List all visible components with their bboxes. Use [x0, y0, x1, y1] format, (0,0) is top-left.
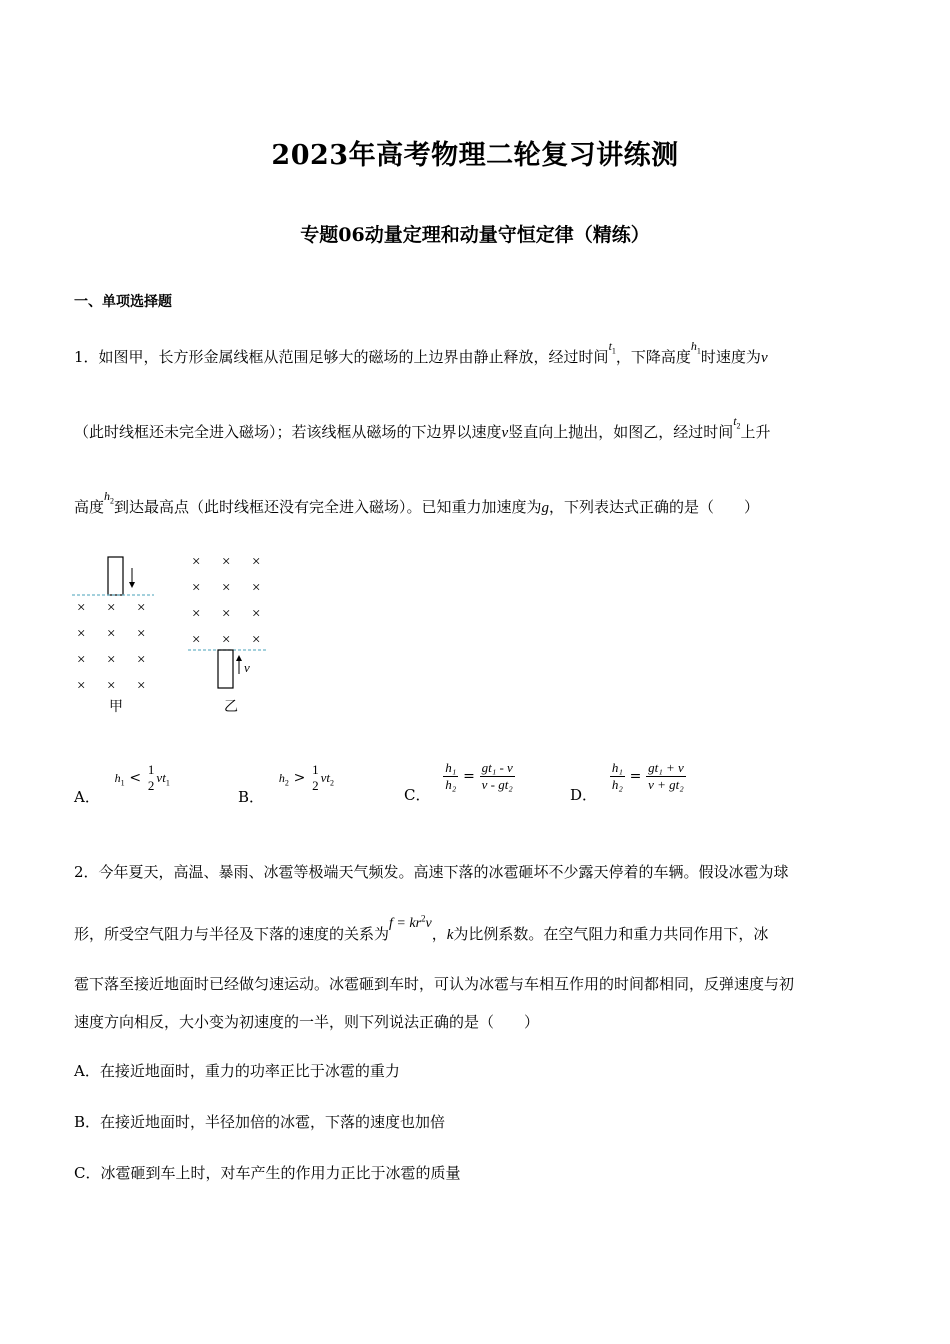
- label-yi: 乙: [224, 700, 238, 715]
- field-cross-icon: ×: [107, 678, 116, 694]
- q1-option-a[interactable]: A． $h_1$ < 1 2 $vt_1$: [74, 762, 170, 806]
- fraction-rhs-c: $\frac{\text{gt₁ - v}}{\text{v - gt₂}}$: [481, 760, 513, 792]
- field-cross-icon: ×: [252, 606, 261, 622]
- field-cross-icon: ×: [192, 632, 201, 648]
- q1-text: 上升: [740, 423, 771, 441]
- field-crosses-yi: [192, 554, 260, 648]
- field-cross-icon: ×: [222, 554, 231, 570]
- field-cross-icon: ×: [77, 600, 86, 616]
- q2-line1: 2．今年夏天，高温、暴雨、冰雹等极端天气频发。高速下落的冰雹砸坏不少露天停着的车辆。假设冰雹为球: [74, 863, 789, 881]
- q1-line3: [74, 489, 760, 517]
- symbol-h2: h2: [104, 489, 115, 506]
- symbol-t2: t2: [733, 414, 741, 431]
- q1-figure: [66, 548, 286, 718]
- q2-option-c[interactable]: C．冰雹砸到车上时，对车产生的作用力正比于冰雹的质量: [74, 1164, 461, 1182]
- symbol-v: v: [760, 350, 768, 366]
- page-subtitle: 专题06动量定理和动量守恒定律（精练）: [300, 224, 650, 246]
- field-cross-icon: ×: [222, 632, 231, 648]
- q2-line3: 雹下落至接近地面时已经做匀速运动。冰雹砸到车时，可认为冰雹与车相互作用的时间都相同，反弹速度与初: [74, 975, 795, 993]
- q1-text: （此时线框还未完全进入磁场）；若该线框从磁场的下边界以速度: [74, 423, 502, 441]
- field-cross-icon: ×: [137, 600, 146, 616]
- field-cross-icon: ×: [137, 652, 146, 668]
- field-cross-icon: ×: [192, 606, 201, 622]
- fraction-half: 1 2: [147, 762, 155, 793]
- q1-line1: [74, 339, 768, 367]
- section-heading: 一、单项选择题: [74, 294, 172, 310]
- wire-frame-yi: [218, 650, 233, 688]
- label-v: v: [244, 660, 250, 675]
- label-jia: 甲: [109, 700, 123, 715]
- q1-option-c[interactable]: C． $\frac{\text{h₁}}{\text{h₂}}$ = $\frac{\text{gt₁ - v}}{\text{v - gt₂}}$: [404, 760, 513, 804]
- field-cross-icon: ×: [107, 626, 116, 642]
- symbol-t1: t1: [608, 339, 616, 356]
- q1-text: 时速度为: [700, 348, 761, 366]
- q1-line2: [74, 414, 771, 442]
- field-cross-icon: ×: [192, 554, 201, 570]
- page-title: 2023年高考物理二轮复习讲练测: [271, 140, 679, 171]
- field-cross-icon: ×: [137, 678, 146, 694]
- field-cross-icon: ×: [77, 652, 86, 668]
- q1-text: 高度: [74, 498, 105, 516]
- field-cross-icon: ×: [107, 652, 116, 668]
- field-cross-icon: ×: [107, 600, 116, 616]
- q1-option-b[interactable]: B． $h_2$ > 1 2 $vt_2$: [238, 762, 334, 806]
- field-cross-icon: ×: [137, 626, 146, 642]
- wire-frame-jia: [108, 557, 123, 595]
- formula-drag: $f = kr^2v$: [389, 913, 432, 931]
- q1-text: 1．如图甲，长方形金属线框从范围足够大的磁场的上边界由静止释放，经过时间: [74, 348, 609, 366]
- fraction-h-ratio: $\frac{\text{h₁}}{\text{h₂}}$: [611, 760, 623, 792]
- q1-text: 到达最高点（此时线框还没有完全进入磁场）。已知重力加速度为: [114, 498, 542, 516]
- field-cross-icon: ×: [222, 580, 231, 596]
- field-cross-icon: ×: [77, 626, 86, 642]
- q1-option-d[interactable]: D． $\frac{\text{h₁}}{\text{h₂}}$ = $\frac{\text{gt₁ + v}}{\text{v + gt₂}}$: [570, 760, 684, 804]
- fraction-h-ratio: $\frac{\text{h₁}}{\text{h₂}}$: [445, 760, 457, 792]
- field-cross-icon: ×: [77, 678, 86, 694]
- field-crosses-jia: [77, 600, 145, 694]
- fraction-half: 1 2: [312, 762, 319, 793]
- fraction-rhs-d: $\frac{\text{gt₁ + v}}{\text{v + gt₂}}$: [648, 760, 684, 792]
- q2-line2: 形，所受空气阻力与半径及下落的速度的关系为$f = kr^2v$，k为比例系数。在空气阻力和重力共同作用下，冰: [74, 913, 769, 943]
- field-cross-icon: ×: [252, 632, 261, 648]
- q2-line4: 速度方向相反，大小变为初速度的一半，则下列说法正确的是（ ）: [74, 1013, 540, 1031]
- symbol-h1: h1: [690, 339, 701, 356]
- q1-text: 竖直向上抛出，如图乙，经过时间: [508, 423, 734, 441]
- q1-text: ，下降高度: [615, 348, 691, 366]
- field-cross-icon: ×: [252, 554, 261, 570]
- field-cross-icon: ×: [252, 580, 261, 596]
- field-cross-icon: ×: [192, 580, 201, 596]
- q2-option-a[interactable]: A．在接近地面时，重力的功率正比于冰雹的重力: [74, 1062, 400, 1080]
- q1-text: ，下列表达式正确的是（ ）: [549, 498, 760, 516]
- symbol-v: v: [501, 425, 509, 441]
- symbol-g: g: [541, 500, 550, 516]
- field-cross-icon: ×: [222, 606, 231, 622]
- q2-option-b[interactable]: B．在接近地面时，半径加倍的冰雹，下落的速度也加倍: [74, 1113, 446, 1131]
